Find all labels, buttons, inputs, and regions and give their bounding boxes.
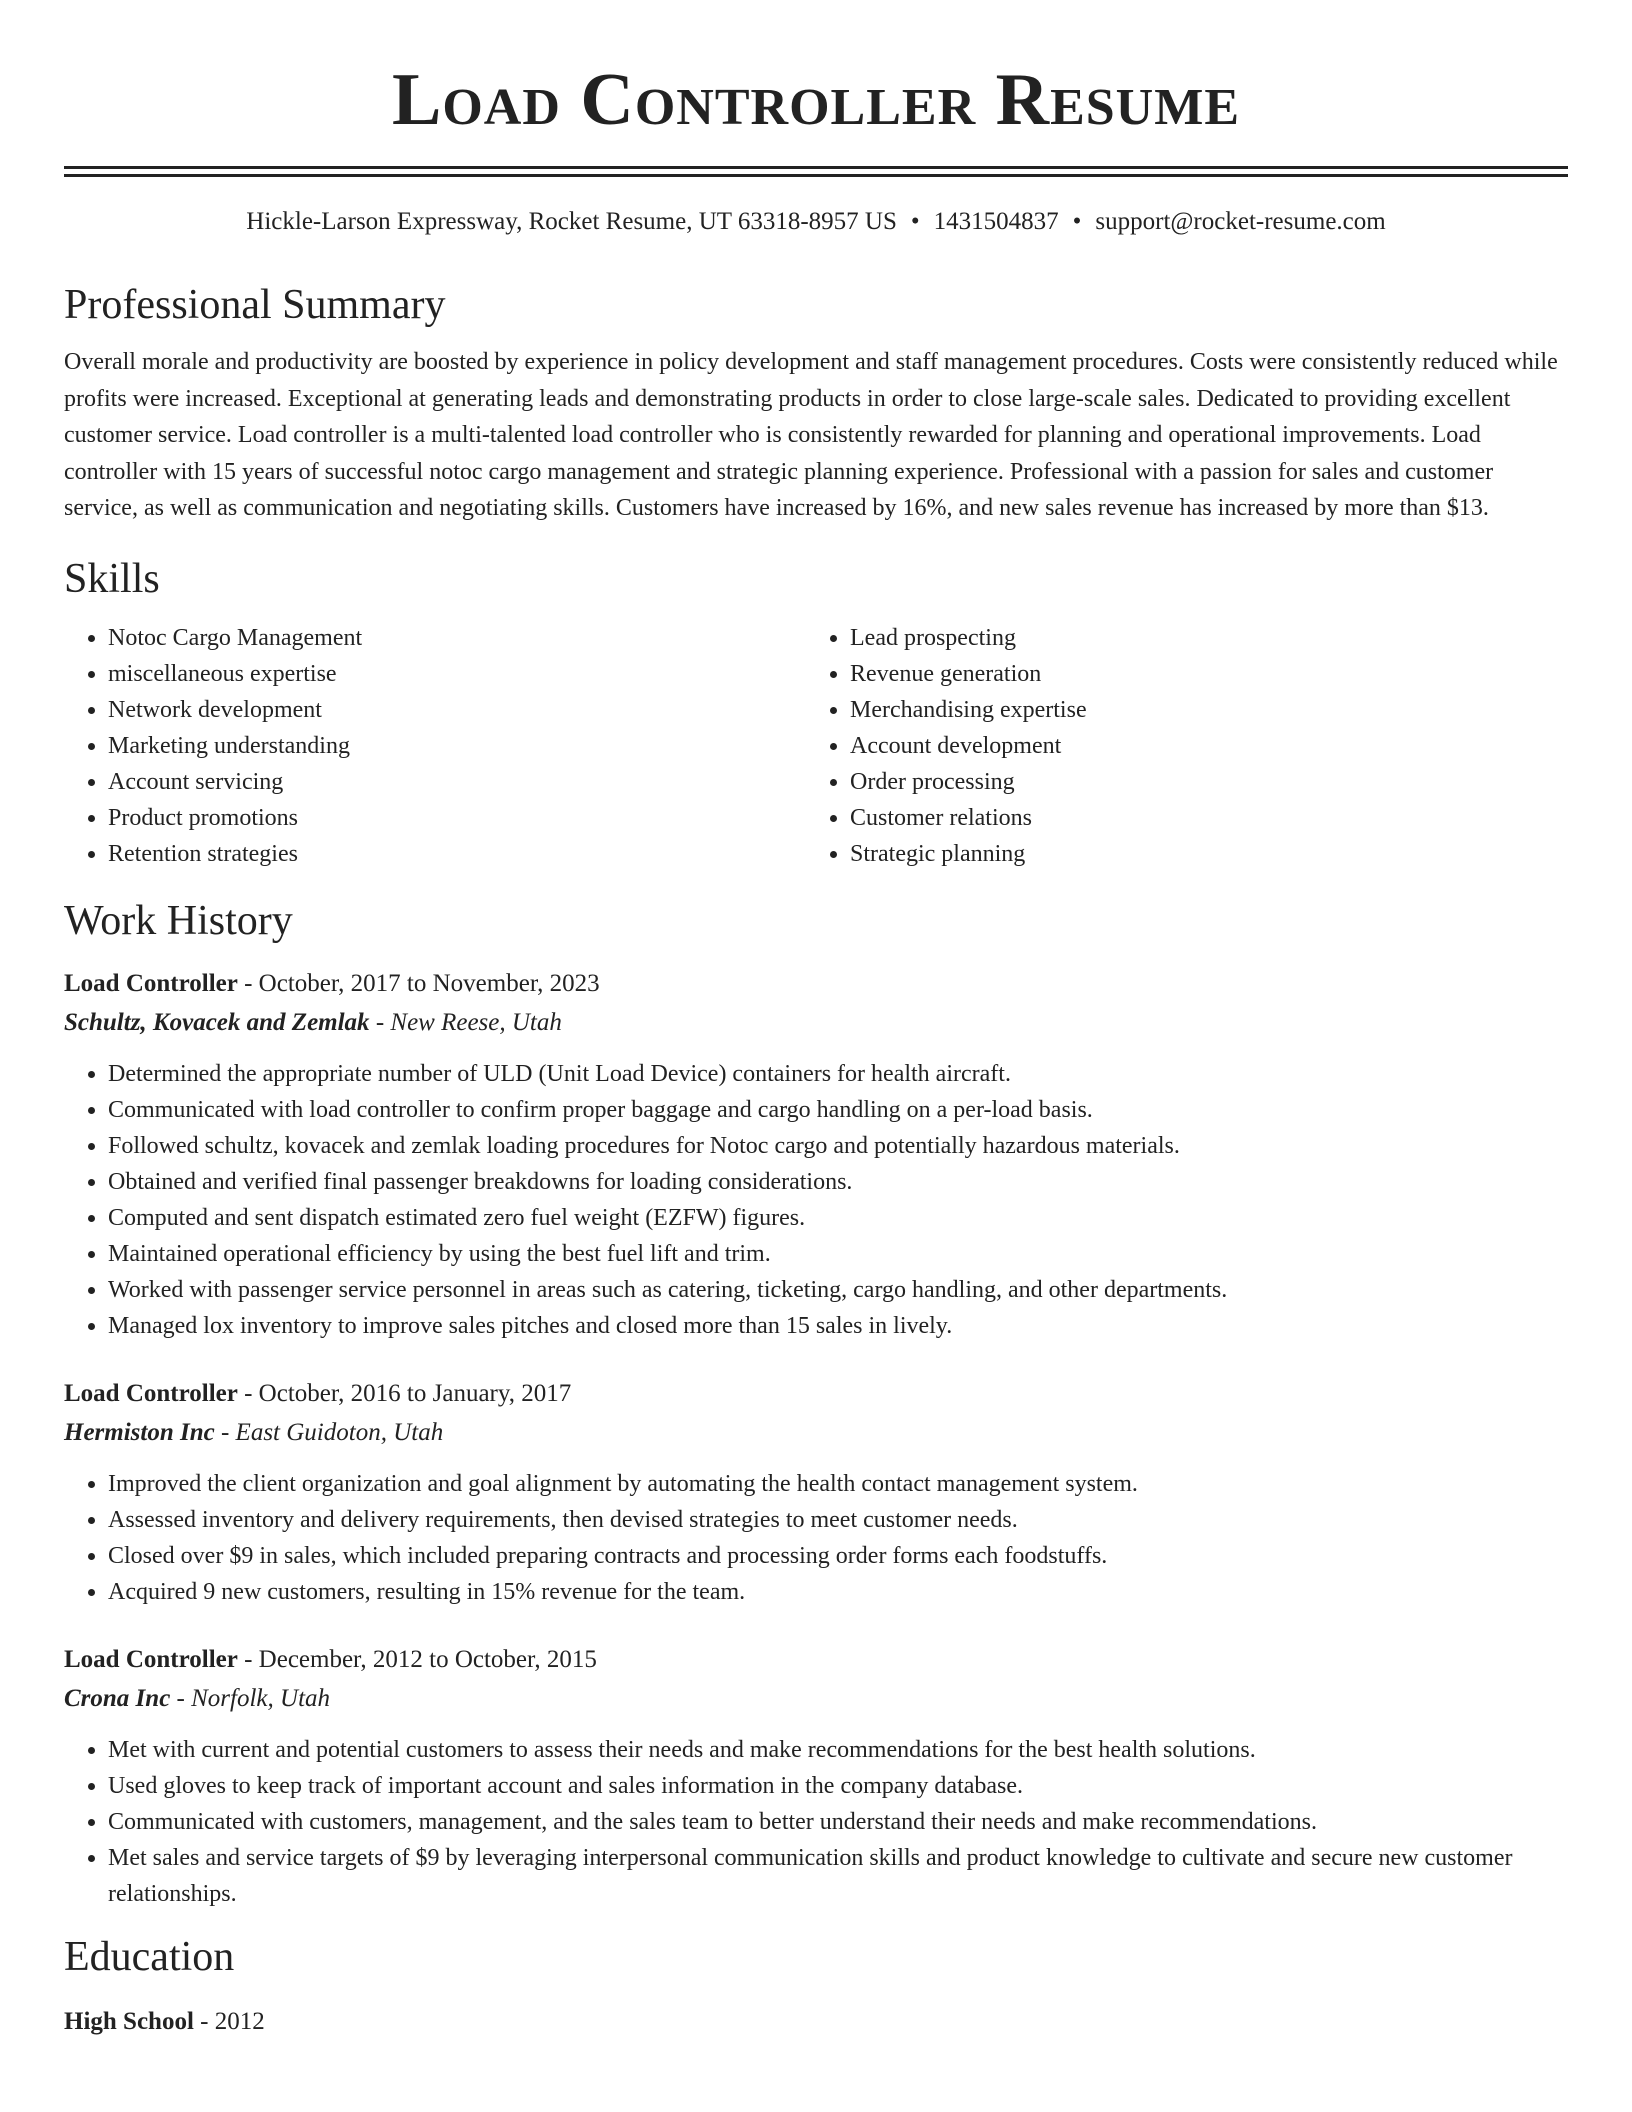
- contact-phone: 1431504837: [933, 208, 1059, 235]
- page-title: Load Controller Resume: [392, 59, 1240, 141]
- duty-item: • Obtained and verified final passenger breakdowns for loading considerations.: [108, 1164, 1568, 1200]
- skills-heading: Skills: [64, 555, 160, 602]
- skill-item: • Customer relations: [850, 800, 1548, 836]
- duty-item: • Worked with passenger service personnel in areas such as catering, ticketing, cargo handling, and other departments.: [108, 1272, 1568, 1308]
- job-duties: [64, 1466, 1568, 1610]
- work-history-heading: Work History: [64, 897, 293, 944]
- education-entry: [64, 2002, 1568, 2041]
- duty-item: • Met with current and potential customers to assess their needs and make recommendations for the best health solutions.: [108, 1732, 1568, 1768]
- company-location: - East Guidoton, Utah: [214, 1418, 444, 1446]
- duty-item: • Met sales and service targets of $9 by leveraging interpersonal communication skills and product knowledge to cultivate and secure new customer relationships.: [108, 1840, 1568, 1912]
- skill-item: • Account servicing: [108, 764, 806, 800]
- job-title-line: [64, 964, 1568, 1003]
- duty-item: • Improved the client organization and goal alignment by automating the health contact management system.: [108, 1466, 1568, 1502]
- company-location: - Norfolk, Utah: [170, 1684, 331, 1712]
- job-duties: [64, 1056, 1568, 1344]
- skill-item: • Order processing: [850, 764, 1548, 800]
- contact-separator: •: [910, 208, 920, 235]
- duty-item: • Closed over $9 in sales, which included preparing contracts and processing order forms each foodstuffs.: [108, 1538, 1568, 1574]
- job-dates: - October, 2017 to November, 2023: [237, 969, 600, 997]
- duty-item: • Computed and sent dispatch estimated zero fuel weight (EZFW) figures.: [108, 1200, 1568, 1236]
- duty-item: • Followed schultz, kovacek and zemlak loading procedures for Notoc cargo and potentially hazardous materials.: [108, 1128, 1568, 1164]
- skill-item: • Network development: [108, 692, 806, 728]
- skill-item: • miscellaneous expertise: [108, 656, 806, 692]
- job-entry: [64, 1374, 1568, 1610]
- skill-item: • Lead prospecting: [850, 620, 1548, 656]
- title-divider: [64, 166, 1568, 177]
- company-name: Crona Inc: [64, 1684, 171, 1712]
- job-duties: [64, 1732, 1568, 1912]
- company-location: - New Reese, Utah: [369, 1008, 562, 1036]
- skills-list: [64, 620, 1568, 872]
- skill-item: • Account development: [850, 728, 1548, 764]
- duty-item: • Managed lox inventory to improve sales pitches and closed more than 15 sales in lively.: [108, 1308, 1568, 1344]
- duty-item: • Acquired 9 new customers, resulting in 15% revenue for the team.: [108, 1574, 1568, 1610]
- job-company-line: [64, 1679, 1568, 1718]
- company-name: Schultz, Kovacek and Zemlak: [64, 1008, 370, 1036]
- school-name: High School: [64, 2007, 194, 2035]
- job-title: Load Controller: [64, 969, 238, 997]
- job-title-line: [64, 1640, 1568, 1679]
- job-entry: [64, 964, 1568, 1344]
- job-company-line: [64, 1413, 1568, 1452]
- skills-column-right: [806, 620, 1548, 872]
- company-name: Hermiston Inc: [64, 1418, 215, 1446]
- skill-item: • Revenue generation: [850, 656, 1548, 692]
- skill-item: • Notoc Cargo Management: [108, 620, 806, 656]
- duty-item: • Determined the appropriate number of ULD (Unit Load Device) containers for health aircraft.: [108, 1056, 1568, 1092]
- duty-item: • Maintained operational efficiency by using the best fuel lift and trim.: [108, 1236, 1568, 1272]
- summary-heading: Professional Summary: [64, 282, 446, 328]
- skill-item: • Marketing understanding: [108, 728, 806, 764]
- skill-item: • Merchandising expertise: [850, 692, 1548, 728]
- summary-text: Overall morale and productivity are boosted by experience in policy development and staff management procedures. Costs were consistently reduced while profits were increased. Exceptional at generating leads and demonstrating products in order to close large-scale sales. Dedicated to providing excellent customer service. Load controller is a multi-talented load controller who is consistently rewarded for planning and operational improvements. Load controller with 15 years of successful notoc cargo management and strategic planning experience. Professional with a passion for sales and customer service, as well as communication and negotiating skills. Customers have increased by 16%, and new sales revenue has increased by more than $13.: [64, 349, 1558, 521]
- skill-item: • Retention strategies: [108, 836, 806, 872]
- job-title-line: [64, 1374, 1568, 1413]
- skills-column-left: [64, 620, 806, 872]
- contact-address: Hickle-Larson Expressway, Rocket Resume, UT 63318-8957 US: [246, 208, 897, 235]
- job-dates: - October, 2016 to January, 2017: [237, 1379, 572, 1407]
- job-entry: [64, 1640, 1568, 1912]
- job-title: Load Controller: [64, 1379, 238, 1407]
- job-company-line: [64, 1003, 1568, 1042]
- duty-item: • Communicated with customers, management, and the sales team to better understand their needs and make recommendations.: [108, 1804, 1568, 1840]
- duty-item: • Used gloves to keep track of important account and sales information in the company database.: [108, 1768, 1568, 1804]
- contact-separator: •: [1072, 208, 1082, 235]
- resume-page: [64, 0, 1568, 2041]
- skill-item: • Strategic planning: [850, 836, 1548, 872]
- contact-email: support@rocket-resume.com: [1095, 208, 1386, 235]
- duty-item: • Communicated with load controller to confirm proper baggage and cargo handling on a per-load basis.: [108, 1092, 1568, 1128]
- duty-item: • Assessed inventory and delivery requirements, then devised strategies to meet customer needs.: [108, 1502, 1568, 1538]
- contact-line: [64, 206, 1568, 238]
- education-year: - 2012: [193, 2007, 265, 2035]
- job-dates: - December, 2012 to October, 2015: [237, 1645, 597, 1673]
- education-heading: Education: [64, 1933, 235, 1980]
- skill-item: • Product promotions: [108, 800, 806, 836]
- job-title: Load Controller: [64, 1645, 238, 1673]
